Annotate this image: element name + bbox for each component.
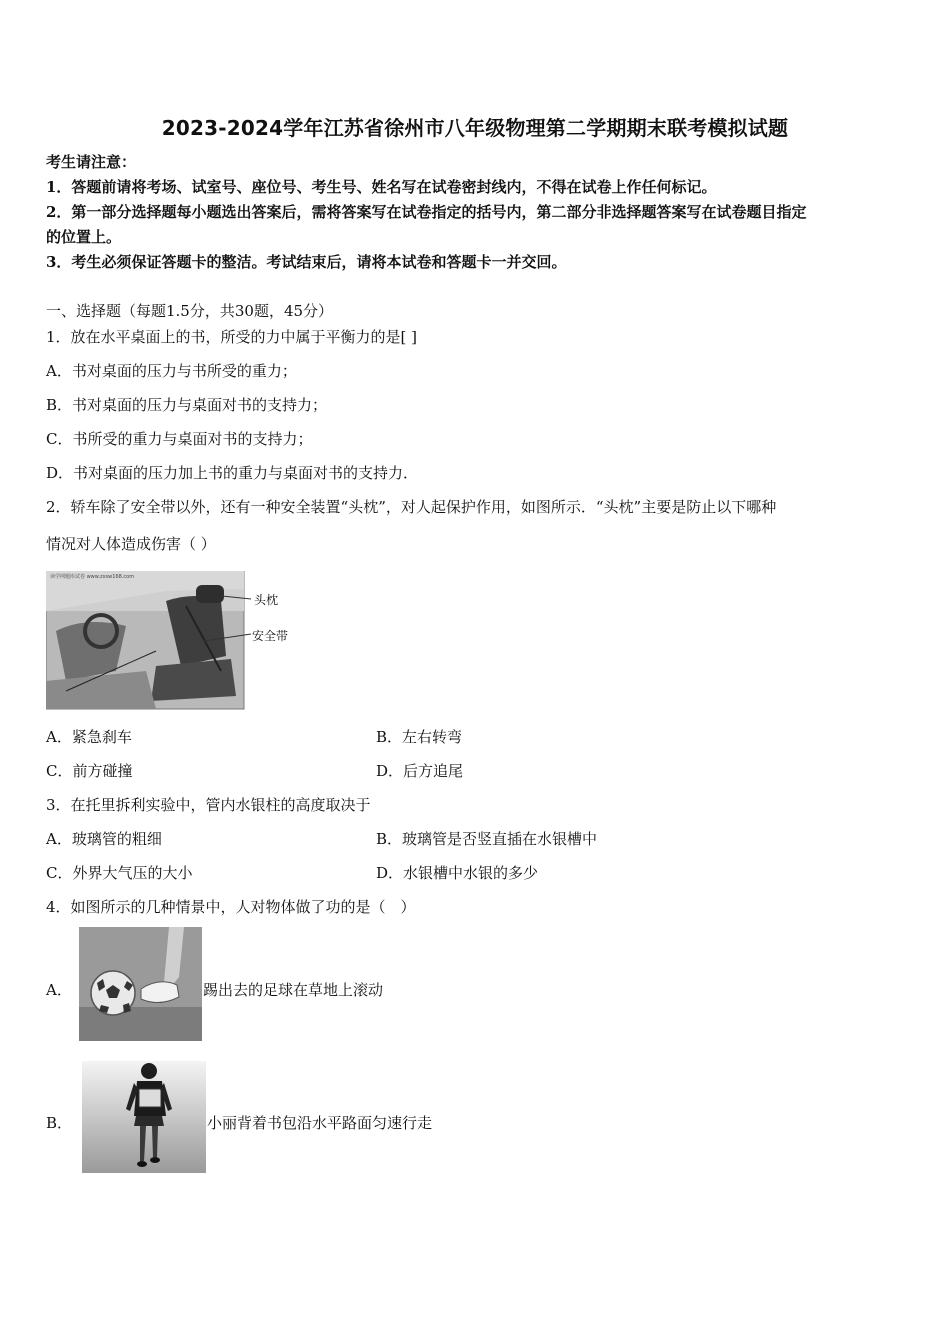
exam-title: 2023-2024学年江苏省徐州市八年级物理第二学期期末联考模拟试题 — [161, 116, 789, 140]
q2-option-a: A．紧急刹车 — [46, 728, 132, 746]
q4-option-a-letter: A． — [46, 981, 72, 999]
walking-girl-illustration — [82, 1061, 206, 1173]
figure-watermark: 读学网题库试卷 www.zxsw168.com — [50, 574, 135, 580]
notice-item-3: 3．考生必须保证答题卡的整洁。考试结束后，请将本试卷和答题卡一并交回。 — [46, 253, 567, 271]
q1-option-a: A．书对桌面的压力与书所受的重力； — [46, 362, 297, 380]
q1-option-d: D．书对桌面的压力加上书的重力与桌面对书的支持力． — [46, 464, 419, 482]
q4-option-b-text: 小丽背着书包沿水平路面匀速行走 — [207, 1114, 433, 1132]
soccer-ball-figure — [79, 927, 202, 1041]
q3-option-c: C．外界大气压的大小 — [46, 864, 193, 882]
q2-option-b: B．左右转弯 — [376, 728, 463, 746]
notice-heading: 考生请注意： — [46, 153, 137, 171]
q3-option-b: B．玻璃管是否竖直插在水银槽中 — [376, 830, 598, 848]
q2-stem-line2: 情况对人体造成伤害（ ） — [46, 535, 216, 553]
q1-option-c: C．书所受的重力与桌面对书的支持力； — [46, 430, 313, 448]
soccer-kick-illustration — [79, 927, 202, 1041]
walking-girl-figure — [82, 1061, 206, 1173]
q3-option-d: D．水银槽中水银的多少 — [376, 864, 539, 882]
q4-stem: 4．如图所示的几种情景中，人对物体做了功的是（ ） — [46, 898, 416, 916]
q4-option-b-letter: B． — [46, 1114, 73, 1132]
q2-option-d: D．后方追尾 — [376, 762, 464, 780]
q1-option-b: B．书对桌面的压力与桌面对书的支持力； — [46, 396, 328, 414]
notice-item-1: 1．答题前请将考场、试室号、座位号、考生号、姓名写在试卷密封线内，不得在试卷上作任何标记。 — [46, 178, 717, 196]
q2-stem-line1: 2．轿车除了安全带以外，还有一种安全装置“头枕”，对人起保护作用，如图所示．“头枕”主要是防止以下哪种 — [46, 498, 777, 516]
q3-option-a: A．玻璃管的粗细 — [46, 830, 162, 848]
notice-item-2: 2．第一部分选择题每小题选出答案后，需将答案写在试卷指定的括号内，第二部分非选择题答案写在试卷题目指定 — [46, 203, 807, 221]
label-seatbelt: 安全带 — [252, 629, 289, 643]
section-heading: 一、选择题（每题1.5分，共30题，45分） — [46, 302, 334, 320]
q2-option-c: C．前方碰撞 — [46, 762, 133, 780]
q4-option-a-text: 踢出去的足球在草地上滚动 — [203, 981, 384, 999]
q1-stem: 1．放在水平桌面上的书，所受的力中属于平衡力的是[ ] — [46, 328, 418, 346]
label-headrest: 头枕 — [254, 593, 279, 607]
q3-stem: 3．在托里拆利实验中，管内水银柱的高度取决于 — [46, 796, 371, 814]
car-seat-figure — [46, 571, 296, 711]
notice-item-2-cont: 的位置上。 — [46, 228, 122, 246]
